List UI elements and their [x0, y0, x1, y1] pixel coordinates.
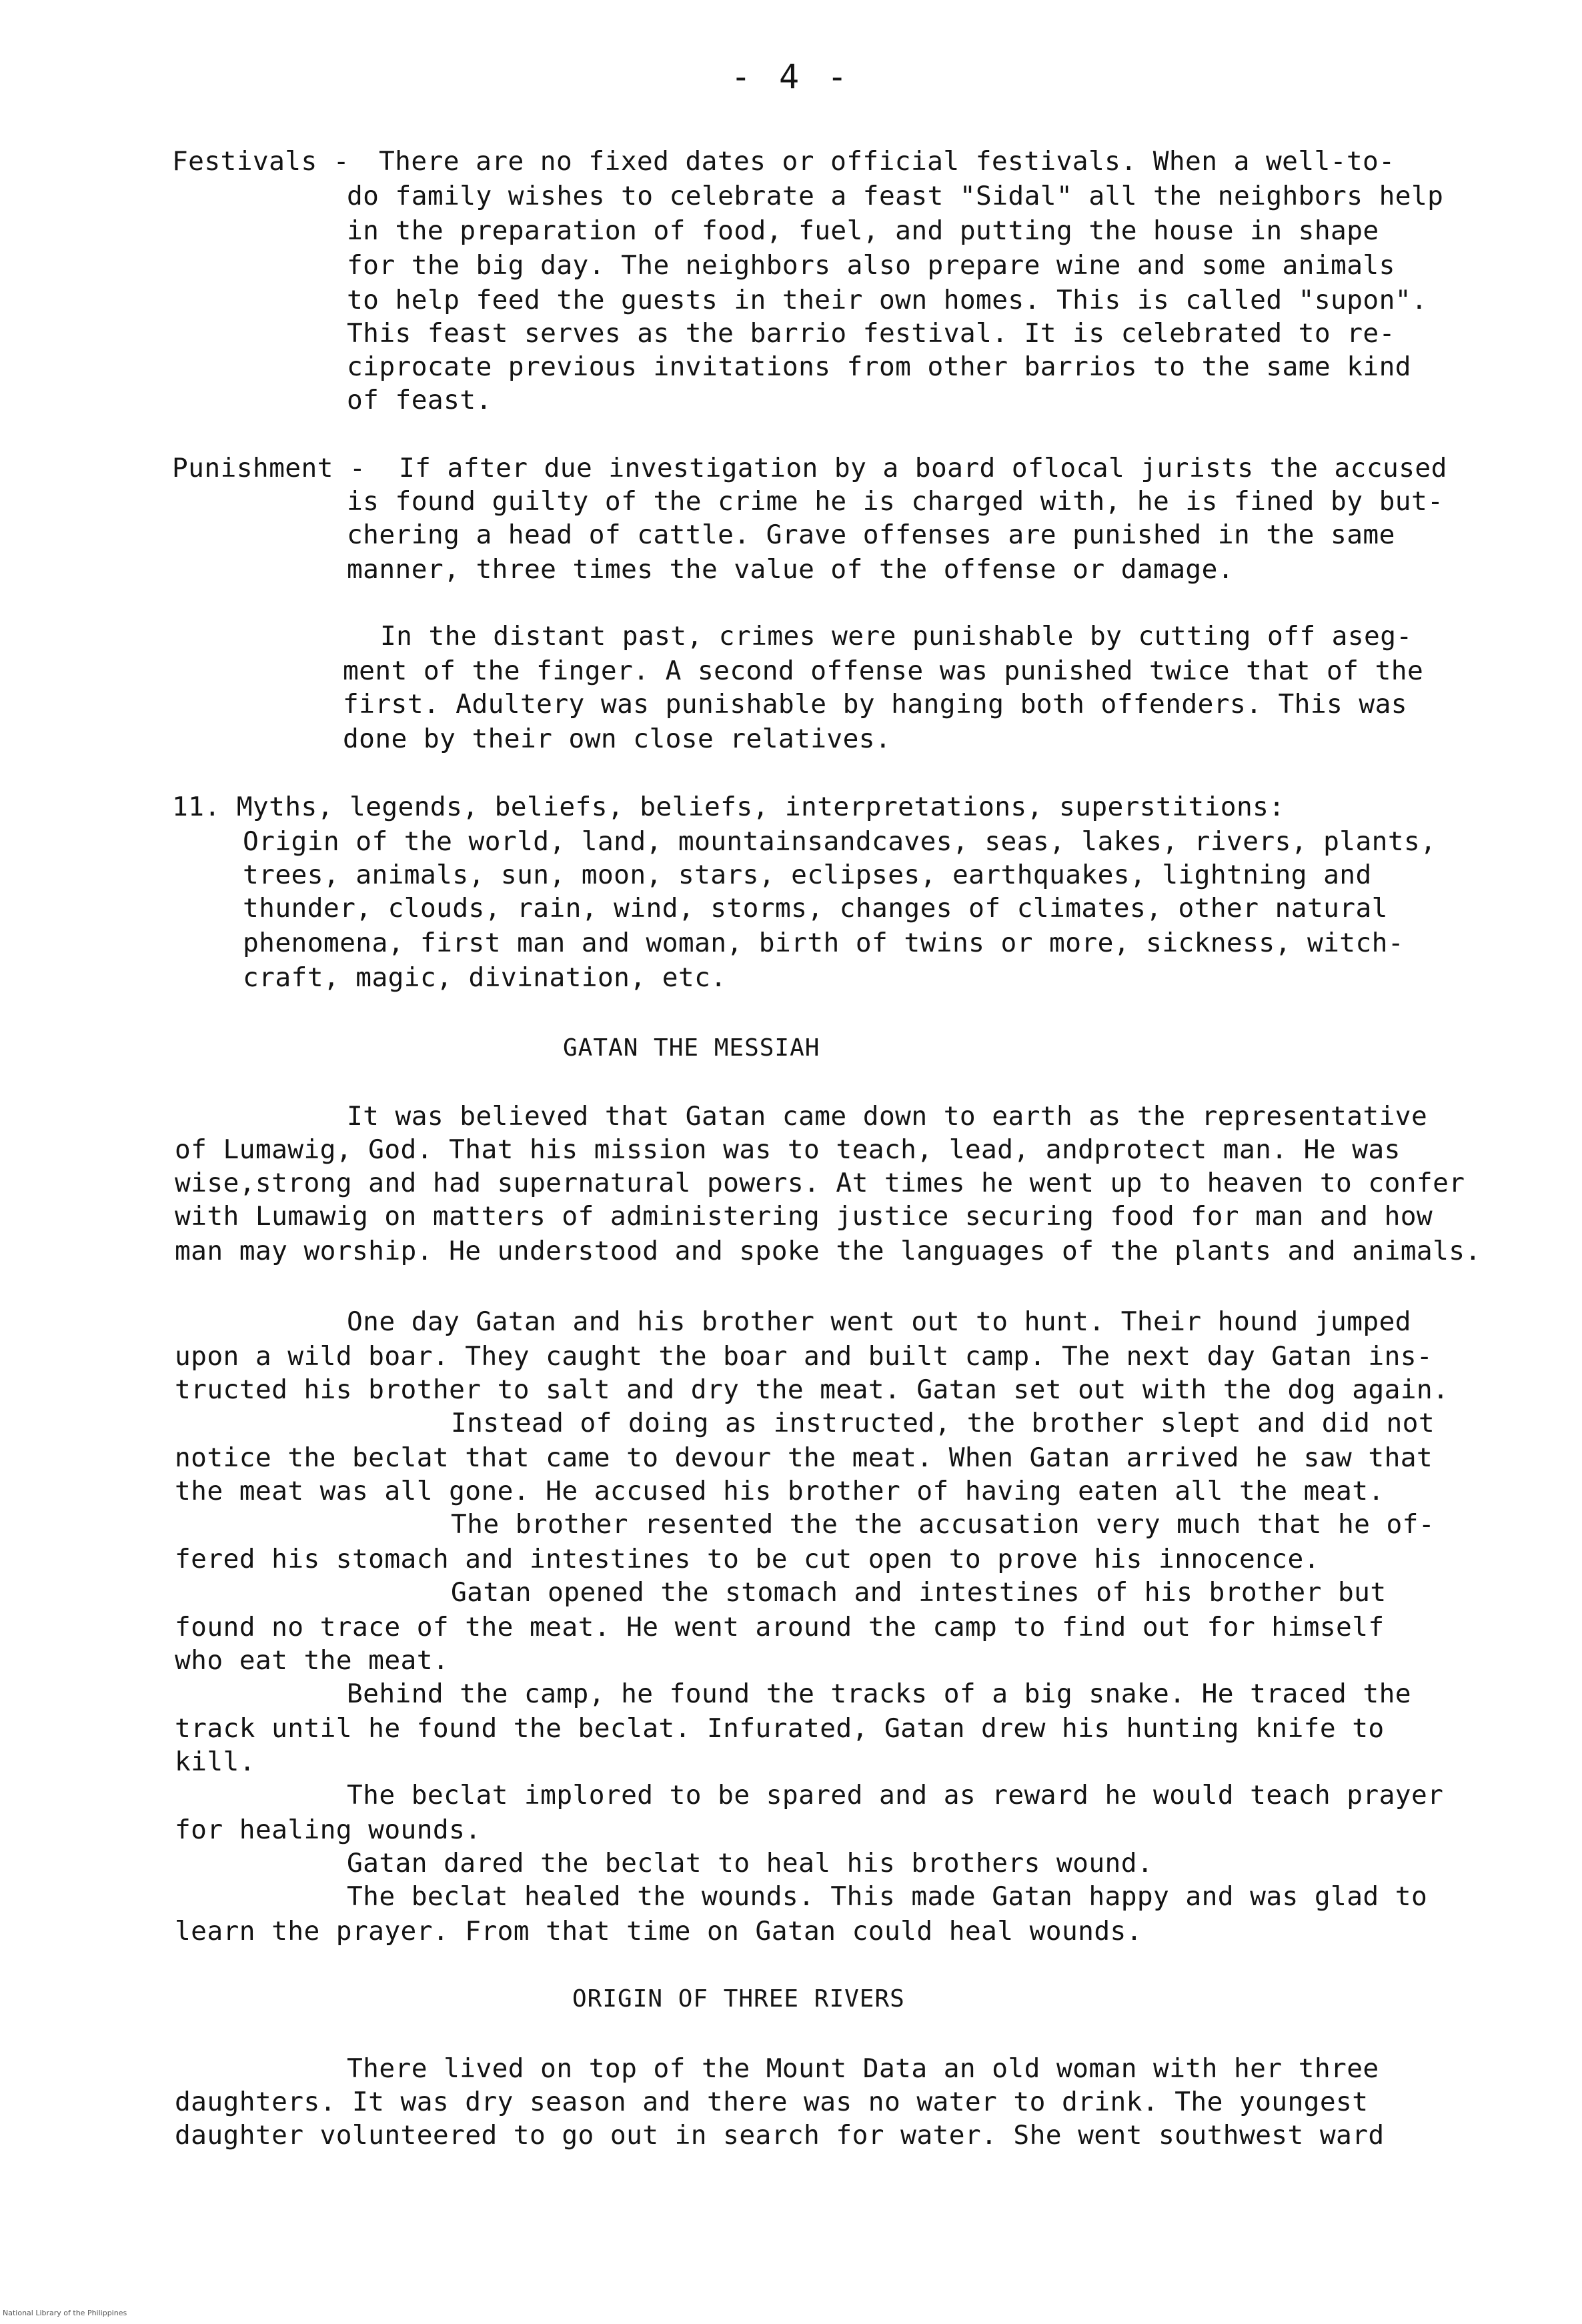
gatan-line: of Lumawig, God. That his mission was to teach, lead, andprotect man. He was — [175, 1134, 1401, 1165]
gatan-line: The beclat healed the wounds. This made Gatan happy and was glad to — [347, 1881, 1428, 1912]
gatan-line: who eat the meat. — [175, 1645, 450, 1676]
gatan-line: with Lumawig on matters of administering justice securing food for man and how — [175, 1201, 1433, 1232]
gatan-line: upon a wild boar. They caught the boar and built camp. The next day Gatan ins- — [175, 1341, 1433, 1372]
punishment-past-line: ment of the finger. A second offense was punished twice that of the — [343, 656, 1424, 686]
festivals-line: to help feed the guests in their own homes. This is called "supon". — [347, 285, 1428, 315]
gatan-line: found no trace of the meat. He went around the camp to find out for himself — [175, 1612, 1385, 1642]
punishment-line: chering a head of cattle. Grave offenses are punished in the same — [347, 519, 1395, 550]
gatan-line: learn the prayer. From that time on Gatan could heal wounds. — [175, 1916, 1142, 1947]
rivers-line: daughters. It was dry season and there was no water to drink. The youngest — [175, 2087, 1369, 2117]
gatan-line: fered his stomach and intestines to be cut open to prove his innocence. — [175, 1544, 1320, 1574]
festivals-line: in the preparation of food, fuel, and putting the house in shape — [347, 215, 1379, 246]
gatan-line: man may worship. He understood and spoke the languages of the plants and animals. — [175, 1236, 1481, 1266]
gatan-line: Gatan opened the stomach and intestines of his brother but — [451, 1577, 1387, 1608]
punishment-past-line: first. Adultery was punishable by hanging both offenders. This was — [343, 689, 1407, 720]
gatan-line: tructed his brother to salt and dry the meat. Gatan set out with the dog again. — [175, 1374, 1449, 1405]
gatan-line: for healing wounds. — [175, 1815, 482, 1845]
gatan-line: One day Gatan and his brother went out to hunt. Their hound jumped — [347, 1306, 1411, 1337]
gatan-line: Gatan dared the beclat to heal his brothers wound. — [347, 1848, 1154, 1879]
page-number: - 4 - — [730, 57, 852, 96]
library-footer: National Library of the Philippines — [3, 2309, 127, 2317]
gatan-line: the meat was all gone. He accused his brother of having eaten all the meat. — [175, 1476, 1385, 1506]
festivals-line: There are no fixed dates or official festivals. When a well-to- — [379, 146, 1395, 177]
festivals-label: Festivals - — [172, 146, 349, 177]
gatan-line: It was believed that Gatan came down to earth as the representative — [347, 1101, 1428, 1132]
gatan-line: track until he found the beclat. Infurated, Gatan drew his hunting knife to — [175, 1713, 1385, 1744]
gatan-line: kill. — [175, 1747, 255, 1777]
punishment-line: If after due investigation by a board oflocal jurists the accused — [399, 453, 1447, 483]
punishment-past-line: In the distant past, crimes were punishable by cutting off aseg- — [380, 621, 1413, 652]
myths-line: trees, animals, sun, moon, stars, eclipses, earthquakes, lightning and — [243, 860, 1372, 890]
myths-line: phenomena, first man and woman, birth of twins or more, sickness, witch- — [243, 928, 1405, 958]
punishment-line: is found guilty of the crime he is charged with, he is fined by but- — [347, 486, 1444, 517]
myths-line: Origin of the world, land, mountainsandcaves, seas, lakes, rivers, plants, — [243, 826, 1437, 857]
gatan-line: Behind the camp, he found the tracks of a big snake. He traced the — [347, 1678, 1411, 1709]
punishment-line: manner, three times the value of the offense or damage. — [347, 554, 1234, 585]
gatan-line: notice the beclat that came to devour the meat. When Gatan arrived he saw that — [175, 1442, 1433, 1473]
rivers-line: There lived on top of the Mount Data an old woman with her three — [347, 2053, 1379, 2084]
gatan-line: The brother resented the the accusation very much that he of- — [451, 1509, 1435, 1540]
festivals-line: This feast serves as the barrio festival. It is celebrated to re- — [347, 318, 1395, 349]
punishment-past-line: done by their own close relatives. — [343, 724, 892, 754]
festivals-line: ciprocate previous invitations from other barrios to the same kind — [347, 351, 1411, 382]
story-title-rivers: ORIGIN OF THREE RIVERS — [572, 1985, 905, 2013]
myths-line: thunder, clouds, rain, wind, storms, changes of climates, other natural — [243, 893, 1388, 924]
myths-line: craft, magic, divination, etc. — [243, 962, 727, 993]
gatan-line: Instead of doing as instructed, the brother slept and did not — [451, 1408, 1435, 1438]
rivers-line: daughter volunteered to go out in search for water. She went southwest ward — [175, 2120, 1385, 2151]
myths-heading: 11. Myths, legends, beliefs, beliefs, interpretations, superstitions: — [172, 792, 1285, 822]
gatan-line: wise,strong and had supernatural powers. At times he went up to heaven to confer — [175, 1168, 1465, 1198]
festivals-line: for the big day. The neighbors also prepare wine and some animals — [347, 250, 1395, 281]
festivals-line: of feast. — [347, 385, 492, 415]
festivals-line: do family wishes to celebrate a feast "Sidal" all the neighbors help — [347, 181, 1444, 211]
gatan-line: The beclat implored to be spared and as reward he would teach prayer — [347, 1780, 1444, 1811]
punishment-label: Punishment - — [172, 453, 366, 483]
story-title-gatan: GATAN THE MESSIAH — [563, 1034, 820, 1062]
